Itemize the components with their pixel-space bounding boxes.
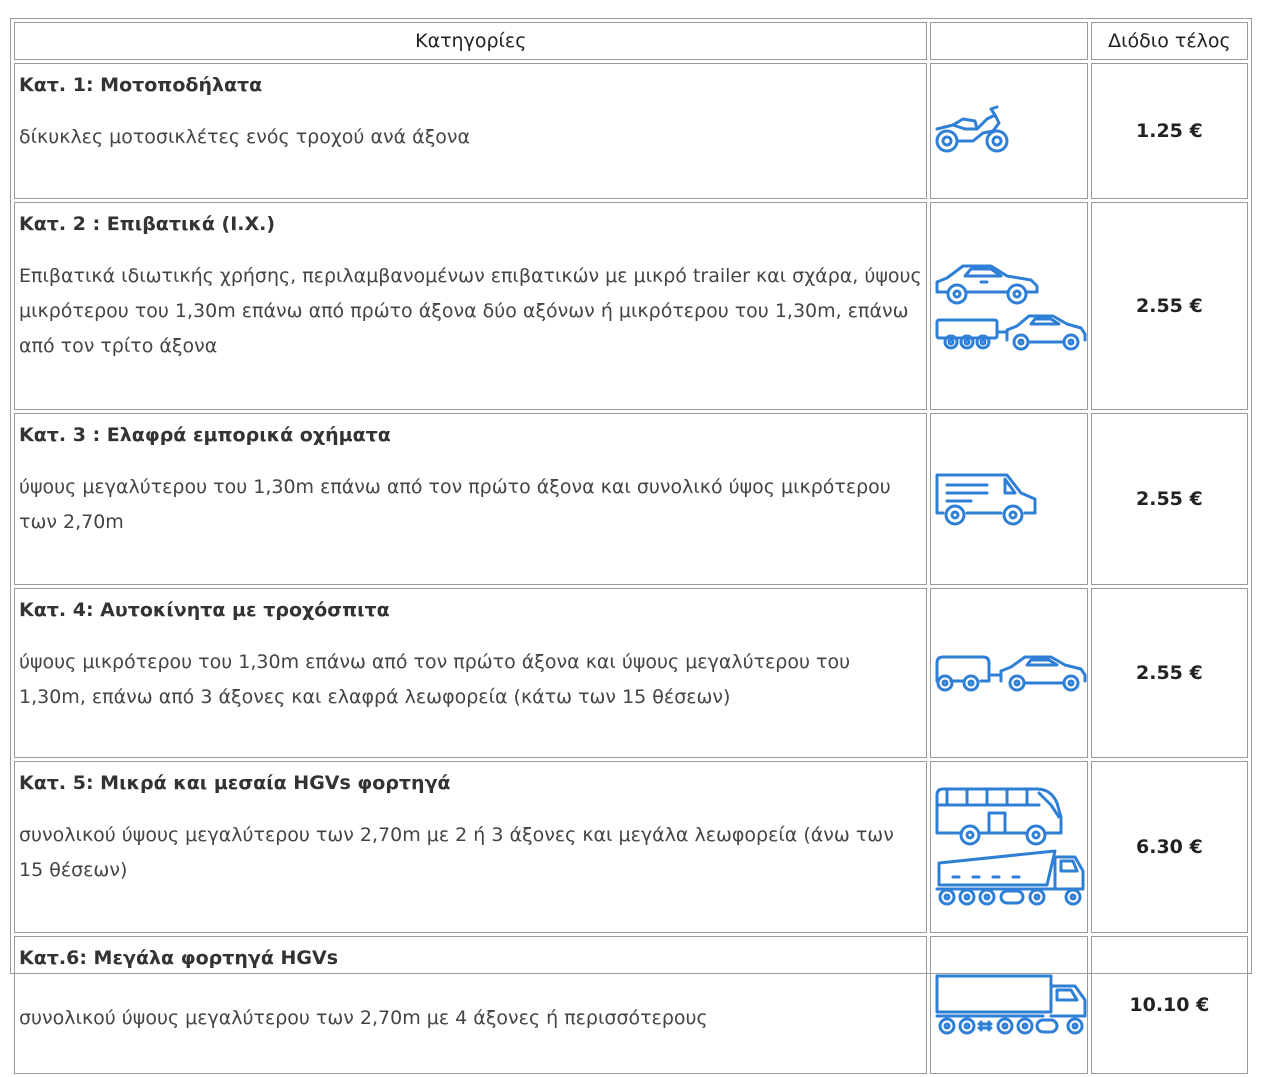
vehicle-icon-cell xyxy=(930,936,1087,1074)
category-title: Κατ. 3 : Ελαφρά εμπορικά οχήματα xyxy=(19,424,391,446)
table-row xyxy=(14,63,1248,199)
category-description: ύψους μεγαλύτερου του 1,30m επάνω από τον πρώτο άξονα και συνολικό ύψος μικρότερου των 2,70m xyxy=(19,476,891,533)
table-row xyxy=(14,202,1248,410)
toll-table-frame xyxy=(10,18,1252,1029)
toll-price: 10.10 € xyxy=(1091,936,1248,1074)
table-row xyxy=(14,936,1248,1074)
toll-price: 6.30 € xyxy=(1091,761,1248,933)
bus-icon xyxy=(933,785,1065,847)
articulated-truck-icon xyxy=(933,972,1089,1038)
category-description: συνολικού ύψους μεγαλύτερου των 2,70m με 4 άξονες ή περισσότερους xyxy=(19,1007,708,1029)
table-row xyxy=(14,761,1248,933)
car-icon xyxy=(933,260,1043,306)
category-title: Κατ. 1: Μοτοποδήλατα xyxy=(19,74,263,96)
vehicle-icon-cell xyxy=(930,761,1087,933)
category-cell xyxy=(14,761,927,933)
category-title: Κατ.6: Μεγάλα φορτηγά HGVs xyxy=(19,947,339,969)
table-row xyxy=(14,588,1248,758)
category-cell xyxy=(14,936,927,1074)
category-cell xyxy=(14,588,927,758)
toll-categories-table xyxy=(11,19,1251,1077)
vehicle-icon-cell xyxy=(930,202,1087,410)
header-categories: Κατηγορίες xyxy=(14,22,927,60)
category-description: δίκυκλες μοτοσικλέτες ενός τροχού ανά άξονα xyxy=(19,126,471,148)
table-row xyxy=(14,413,1248,585)
category-title: Κατ. 5: Μικρά και μεσαία HGVs φορτηγά xyxy=(19,772,451,794)
vehicle-icon-cell xyxy=(930,588,1087,758)
toll-price: 2.55 € xyxy=(1091,588,1248,758)
car-with-caravan-icon xyxy=(933,651,1089,695)
header-toll: Διόδιο τέλος xyxy=(1091,22,1248,60)
category-cell xyxy=(14,413,927,585)
category-description: ύψους μικρότερου του 1,30m επάνω από τον πρώτο άξονα και ύψους μεγαλύτερου του 1,30m, επάνω από 3 άξονες και ελαφρά λεωφορεία (κάτω των 15 θέσεων) xyxy=(19,651,851,708)
car-with-trailer-icon xyxy=(933,312,1087,352)
category-title: Κατ. 2 : Επιβατικά (Ι.Χ.) xyxy=(19,213,276,235)
category-cell xyxy=(14,202,927,410)
vehicle-icon-cell xyxy=(930,413,1087,585)
category-cell xyxy=(14,63,927,199)
vehicle-icon-cell xyxy=(930,63,1087,199)
header-icon xyxy=(930,22,1087,60)
category-description: Επιβατικά ιδιωτικής χρήσης, περιλαμβανομένων επιβατικών με μικρό trailer και σχάρα, ύψους μικρότερου του 1,30m επάνω από πρώτο άξονα δύο αξόνων ή μικρότερου του 1,30m, επάνω από τον τρίτο άξονα xyxy=(19,265,922,357)
motorcycle-icon xyxy=(933,105,1013,157)
category-title: Κατ. 4: Αυτοκίνητα με τροχόσπιτα xyxy=(19,599,390,621)
van-icon xyxy=(933,469,1039,529)
toll-price: 2.55 € xyxy=(1091,413,1248,585)
table-header-row xyxy=(14,22,1248,60)
category-description: συνολικού ύψους μεγαλύτερου των 2,70m με 2 ή 3 άξονες και μεγάλα λεωφορεία (άνω των 15 θέσεων) xyxy=(19,824,894,881)
dump-truck-icon xyxy=(933,847,1087,909)
toll-price: 1.25 € xyxy=(1091,63,1248,199)
toll-price: 2.55 € xyxy=(1091,202,1248,410)
